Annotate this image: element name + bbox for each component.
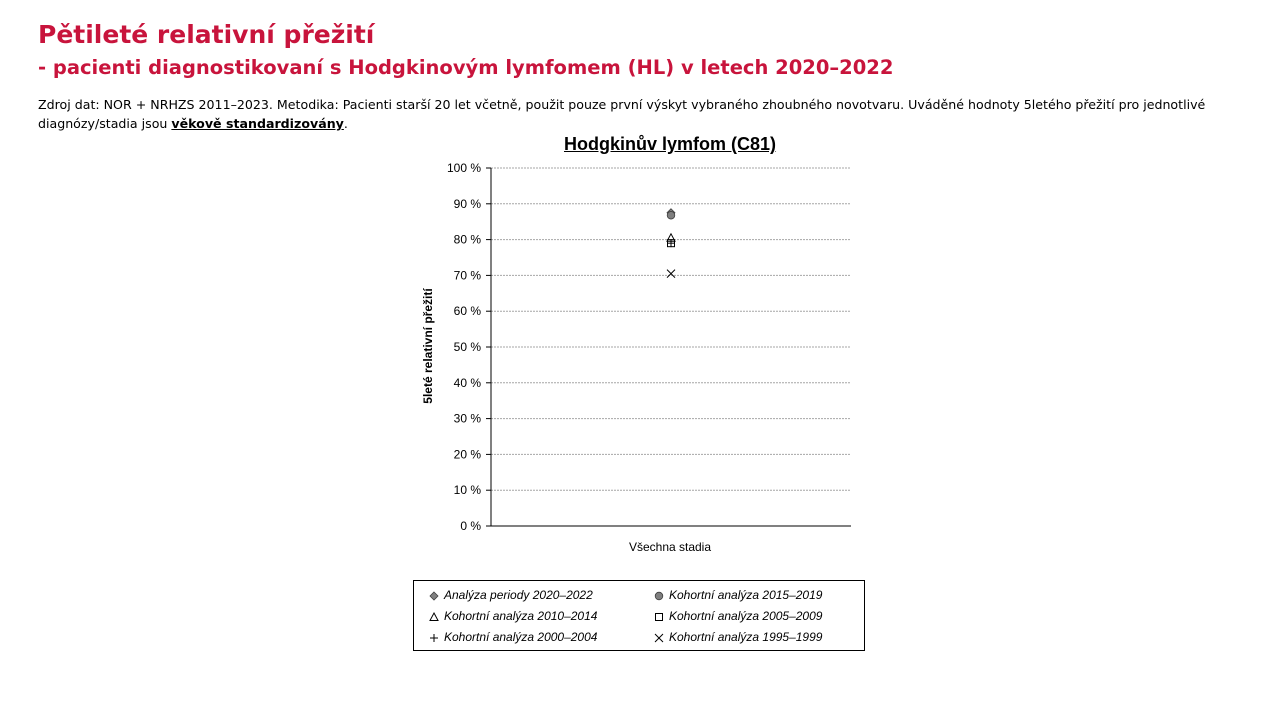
data-point-plus <box>667 239 675 247</box>
legend-marker-square-icon <box>653 609 665 623</box>
legend-label: Kohortní analýza 1995–1999 <box>669 630 823 644</box>
legend-marker-triangle-icon <box>428 609 440 623</box>
source-bold-text: věkově standardizovány <box>171 116 344 131</box>
y-axis-label: 5leté relativní přežití <box>421 288 435 404</box>
y-tick-label: 30 % <box>453 411 481 426</box>
x-category-label: Všechna stadia <box>628 540 712 554</box>
legend-label: Kohortní analýza 2015–2019 <box>669 588 823 602</box>
data-point-x <box>667 270 675 278</box>
chart-legend <box>413 580 865 651</box>
source-text: Zdroj dat: NOR + NRHZS 2011–2023. Metodika: Pacienti starší 20 let včetně, použit pouze první výskyt vybraného zhoubného novotvaru. Uváděné hodnoty 5letého přežití pro jednotlivé diagnózy/stadia jsou <box>38 97 1206 131</box>
y-tick-label: 40 % <box>453 375 481 390</box>
legend-label: Kohortní analýza 2010–2014 <box>444 609 598 623</box>
legend-label: Analýza periody 2020–2022 <box>444 588 593 602</box>
y-tick-label: 0 % <box>460 519 481 533</box>
chart-title: Hodgkinův lymfom (C81) <box>563 134 777 154</box>
page-subtitle: - pacienti diagnostikovaní s Hodgkinovým lymfomem (HL) v letech 2020–2022 <box>38 56 894 79</box>
y-tick-label: 80 % <box>453 232 481 247</box>
legend-marker-diamond-icon <box>428 588 440 602</box>
y-tick-label: 50 % <box>453 340 481 354</box>
legend-label: Kohortní analýza 2005–2009 <box>669 609 823 623</box>
y-tick-label: 100 % <box>446 161 481 175</box>
y-tick-label: 70 % <box>453 268 481 283</box>
legend-marker-circle-icon <box>653 588 665 602</box>
data-point-circle <box>667 211 675 219</box>
legend-marker-plus-icon <box>428 630 440 644</box>
y-tick-label: 20 % <box>453 447 481 462</box>
y-tick-label: 10 % <box>453 483 481 498</box>
legend-marker-x-icon <box>653 630 665 644</box>
y-tick-label: 90 % <box>453 196 481 211</box>
legend-label: Kohortní analýza 2000–2004 <box>444 630 598 644</box>
source-end: . <box>343 116 348 131</box>
page-title: Pětileté relativní přežití <box>38 20 375 49</box>
y-tick-label: 60 % <box>453 304 481 319</box>
